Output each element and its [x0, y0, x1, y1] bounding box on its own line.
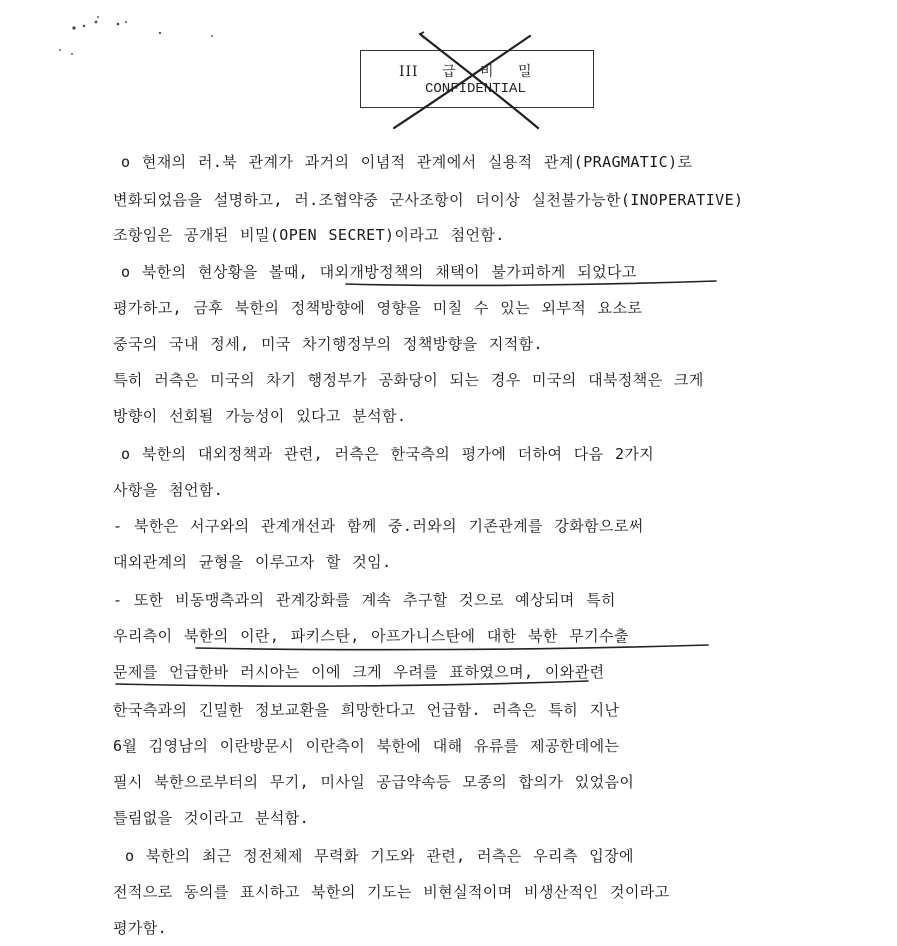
- text-line: o 북한의 최근 정전체제 무력화 기도와 관련, 러측은 우리측 입장에: [125, 847, 634, 865]
- text-line: 우리측이 북한의 이란, 파키스탄, 아프가니스탄에 대한 북한 무기수출: [113, 627, 629, 645]
- classification-korean: III 급 비 밀: [399, 64, 533, 80]
- text-line: 조항임은 공개된 비밀(OPEN SECRET)이라고 첨언함.: [113, 226, 505, 244]
- text-line: 한국측과의 긴밀한 정보교환을 희망한다고 언급함. 러측은 특히 지난: [113, 701, 620, 719]
- text-line: - 북한은 서구와의 관계개선과 함께 중.러와의 기존관계를 강화함으로써: [113, 517, 644, 535]
- text-line: 대외관계의 균형을 이루고자 할 것임.: [113, 553, 392, 571]
- text-line: o 북한의 현상황을 볼때, 대외개방정책의 채택이 불가피하게 되었다고: [121, 263, 637, 281]
- classification-english: CONFIDENTIAL: [425, 81, 526, 97]
- text-line: 평가하고, 금후 북한의 정책방향에 영향을 미칠 수 있는 외부적 요소로: [113, 299, 643, 317]
- text-line: 변화되었음을 설명하고, 러.조협약중 군사조항이 더이상 실천불가능한(INOPERATIVE): [113, 191, 744, 209]
- text-line: 방향이 선회될 가능성이 있다고 분석함.: [113, 407, 407, 425]
- text-line: o 북한의 대외정책과 관련, 러측은 한국측의 평가에 더하여 다음 2가지: [121, 445, 655, 463]
- text-line: 중국의 국내 정세, 미국 차기행정부의 정책방향을 지적함.: [113, 335, 543, 353]
- text-line: 틀림없을 것이라고 분석함.: [113, 809, 310, 827]
- text-line: o 현재의 러.북 관계가 과거의 이념적 관계에서 실용적 관계(PRAGMATIC)로: [121, 153, 693, 171]
- text-line: 평가함.: [113, 919, 168, 937]
- text-line: 필시 북한으로부터의 무기, 미사일 공급약속등 모종의 합의가 있었음이: [113, 773, 635, 791]
- text-line: 특히 러측은 미국의 차기 행정부가 공화당이 되는 경우 미국의 대북정책은 크게: [113, 371, 704, 389]
- text-line: 문제를 언급한바 러시아는 이에 크게 우려를 표하였으며, 이와관련: [113, 663, 605, 681]
- text-line: 전적으로 동의를 표시하고 북한의 기도는 비현실적이며 비생산적인 것이라고: [113, 883, 670, 901]
- text-line: 6월 김영남의 이란방문시 이란측이 북한에 대해 유류를 제공한데에는: [113, 737, 620, 755]
- text-line: 사항을 첨언함.: [113, 481, 224, 499]
- text-line: - 또한 비동맹측과의 관계강화를 계속 추구할 것으로 예상되며 특히: [113, 591, 616, 609]
